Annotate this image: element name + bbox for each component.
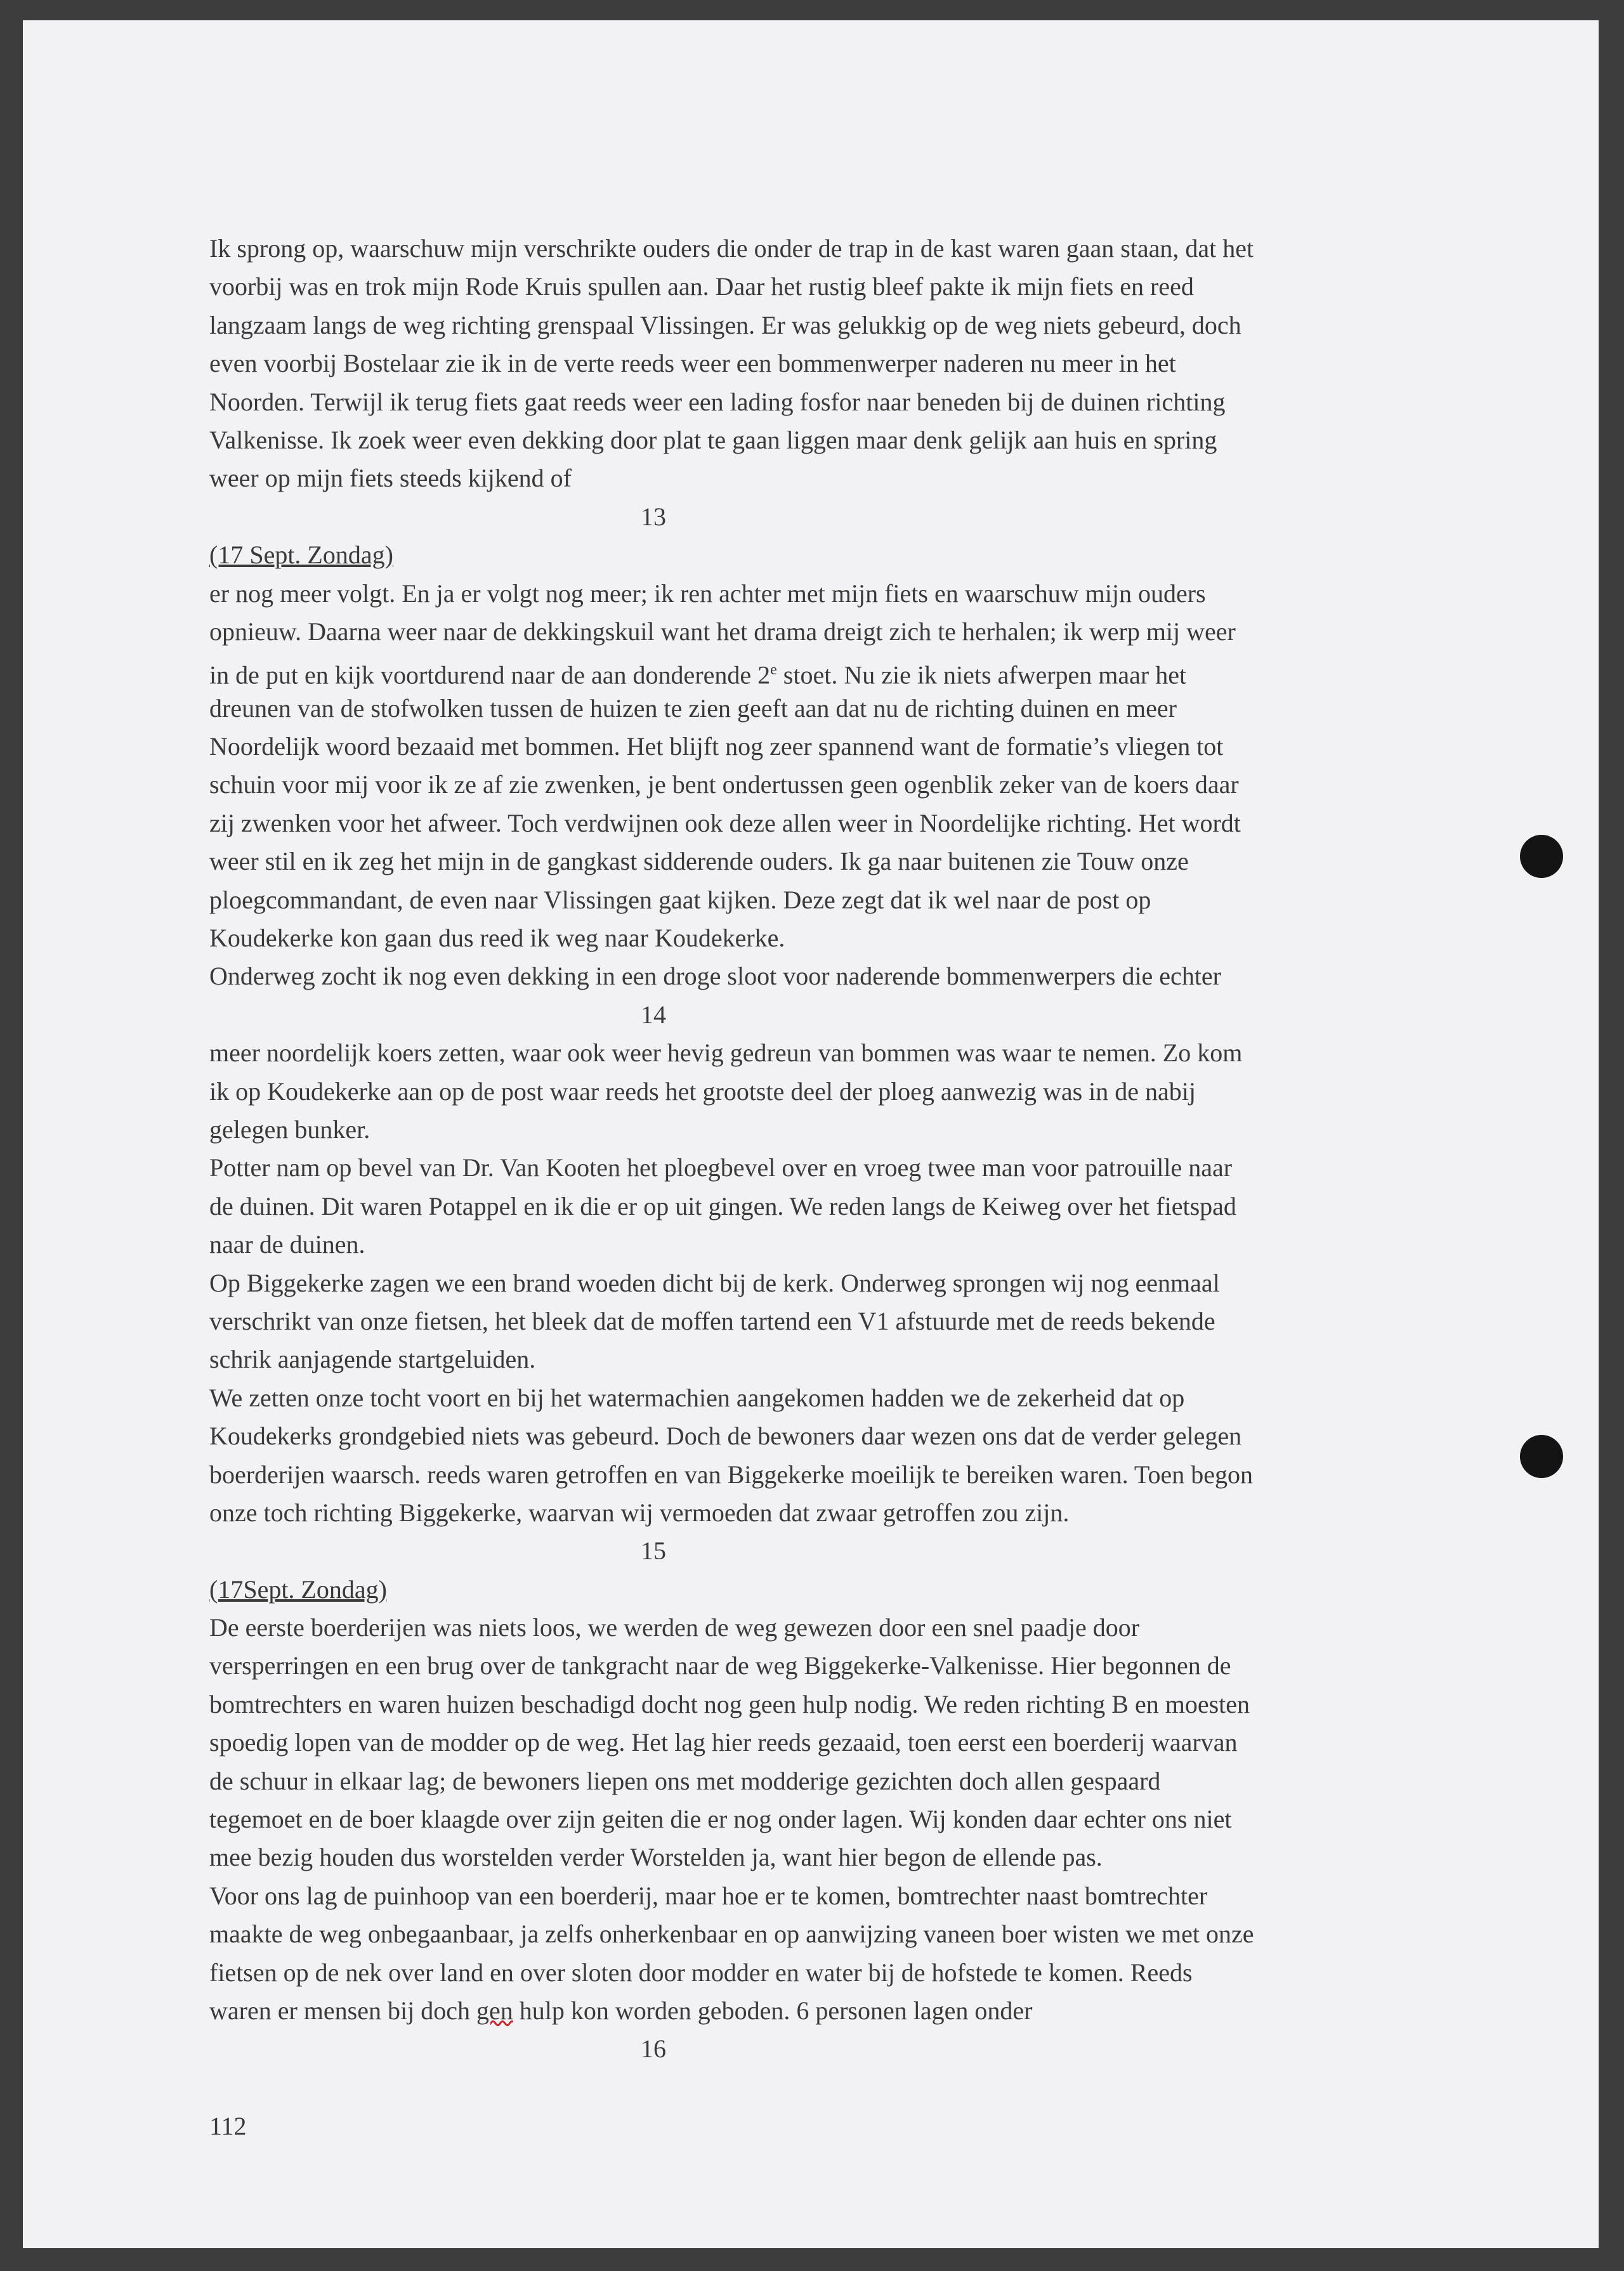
text-line: Valkenisse. Ik zoek weer even dekking door plat te gaan liggen maar denk gelijk aan huis en spring [209, 425, 1217, 454]
text-line: spoedig lopen van de modder op de weg. Het lag hier reeds gezaaid, toen eerst een boerderij waarvan [209, 1728, 1238, 1757]
text-line: dreunen van de stofwolken tussen de huizen te zien geeft aan dat nu de richting duinen en meer [209, 693, 1177, 723]
text-line: Op Biggekerke zagen we een brand woeden dicht bij de kerk. Onderweg sprongen wij nog eenmaal [209, 1268, 1220, 1297]
text-line: even voorbij Bostelaar zie ik in de verte reeds weer een bommenwerper naderen nu meer in het [209, 349, 1176, 378]
text-line: Koudekerks grondgebied niets was gebeurd. Doch de bewoners daar wezen ons dat de verder gelegen [209, 1422, 1242, 1451]
text-line: mee bezig houden dus worstelden verder Worstelden ja, want hier begon de ellende pas. [209, 1843, 1103, 1872]
section-heading: (17Sept. Zondag) [209, 1574, 387, 1604]
text-line: langzaam langs de weg richting grenspaal Vlissingen. Er was gelukkig op de weg niets gebeurd, doch [209, 310, 1241, 339]
text-line: de duinen. Dit waren Potappel en ik die er op uit gingen. We reden langs de Keiweg over het fietspad [209, 1191, 1236, 1221]
document-body [209, 230, 1453, 2069]
text-line: Ik sprong op, waarschuw mijn verschrikte ouders die onder de trap in de kast waren gaan staan, dat het [209, 234, 1254, 263]
text-line: onze toch richting Biggekerke, waarvan wij vermoeden dat zwaar getroffen zou zijn. [209, 1498, 1070, 1527]
page-number: 14 [641, 1000, 666, 1029]
text-line: Noordelijk woord bezaaid met bommen. Het blijft nog zeer spannend want de formatie’s vliegen tot [209, 732, 1224, 761]
text-line: de schuur in elkaar lag; de bewoners liepen ons met modderige gezichten doch allen gespaard [209, 1766, 1161, 1795]
text-line: zij zwenken voor het afweer. Toch verdwijnen ook deze allen weer in Noordelijke richting. Het wordt [209, 808, 1241, 837]
text-line: maakte de weg onbegaanbaar, ja zelfs onherkenbaar en op aanwijzing vaneen boer wisten we met onze [209, 1920, 1254, 1949]
text-line: Onderweg zocht ik nog even dekking in een droge sloot voor naderende bommenwerpers die echter [209, 962, 1221, 991]
text-line: Noorden. Terwijl ik terug fiets gaat reeds weer een lading fosfor naar beneden bij de duinen richting [209, 387, 1226, 416]
text-line: tegemoet en de boer klaagde over zijn geiten die er nog onder lagen. Wij konden daar echter ons niet [209, 1805, 1232, 1834]
page-number: 13 [641, 502, 666, 531]
text-line: schrik aanjagende startgeluiden. [209, 1345, 536, 1374]
text-line: Potter nam op bevel van Dr. Van Kooten het ploegbevel over en vroeg twee man voor patrouille naar [209, 1153, 1233, 1182]
text-line: boerderijen waarsch. reeds waren getroffen en van Biggekerke moeilijk te bereiken waren. Toen begon [209, 1460, 1254, 1489]
text-line: er nog meer volgt. En ja er volgt nog meer; ik ren achter met mijn fiets en waarschuw mijn ouders [209, 579, 1206, 608]
text-line: Koudekerke kon gaan dus reed ik weg naar Koudekerke. [209, 924, 785, 953]
page-number: 15 [641, 1536, 666, 1566]
text-line: fietsen op de nek over land en over sloten door modder en water bij de hofstede te komen. Reeds [209, 1958, 1193, 1987]
text-line: voorbij was en trok mijn Rode Kruis spullen aan. Daar het rustig bleef pakte ik mijn fiets en reed [209, 272, 1194, 301]
page-number: 16 [641, 2034, 666, 2064]
section-heading: (17 Sept. Zondag) [209, 540, 393, 570]
text-line: We zetten onze tocht voort en bij het watermachien aangekomen hadden we de zekerheid dat op [209, 1383, 1185, 1412]
text-line: gelegen bunker. [209, 1115, 370, 1144]
punch-hole [1520, 835, 1563, 878]
text-line: weer stil en ik zeg het mijn in de gangkast sidderende ouders. Ik ga naar buitenen zie Touw onze [209, 847, 1189, 876]
punch-hole [1520, 1435, 1563, 1478]
text-line: meer noordelijk koers zetten, waar ook weer hevig gedreun van bommen was waar te nemen. Zo kom [209, 1038, 1243, 1068]
text-line: naar de duinen. [209, 1230, 365, 1259]
text-line: waren er mensen bij doch gen hulp kon worden geboden. 6 personen lagen onder [209, 1996, 1033, 2025]
text-line: opnieuw. Daarna weer naar de dekkingskuil want het drama dreigt zich te herhalen; ik werp mij weer [209, 617, 1236, 646]
text-line: bomtrechters en waren huizen beschadigd docht nog geen hulp nodig. We reden richting B en moesten [209, 1689, 1250, 1718]
page-footer-number: 112 [209, 2112, 247, 2140]
text-line: Voor ons lag de puinhoop van een boerderij, maar hoe er te komen, bomtrechter naast bomtrechter [209, 1881, 1208, 1910]
text-line: De eerste boerderijen was niets loos, we werden de weg gewezen door een snel paadje door [209, 1613, 1140, 1642]
text-line: ik op Koudekerke aan op de post waar reeds het grootste deel der ploeg aanwezig was in de nabij [209, 1077, 1196, 1106]
text-line: ploegcommandant, de even naar Vlissingen gaat kijken. Deze zegt dat ik wel naar de post op [209, 885, 1151, 914]
text-line: versperringen en een brug over de tankgracht naar de weg Biggekerke-Valkenisse. Hier begonnen de [209, 1651, 1231, 1680]
text-line: weer op mijn fiets steeds kijkend of [209, 464, 572, 493]
text-line: in de put en kijk voortdurend naar de aan donderende 2e stoet. Nu zie ik niets afwerpen maar het [209, 660, 1187, 690]
text-line: schuin voor mij voor ik ze af zie zwenken, je bent ondertussen geen ogenblik zeker van de koers daar [209, 770, 1239, 799]
text-line: verschrikt van onze fietsen, het bleek dat de moffen tartend een V1 afstuurde met de reeds bekende [209, 1306, 1215, 1335]
document-page [23, 20, 1599, 2248]
